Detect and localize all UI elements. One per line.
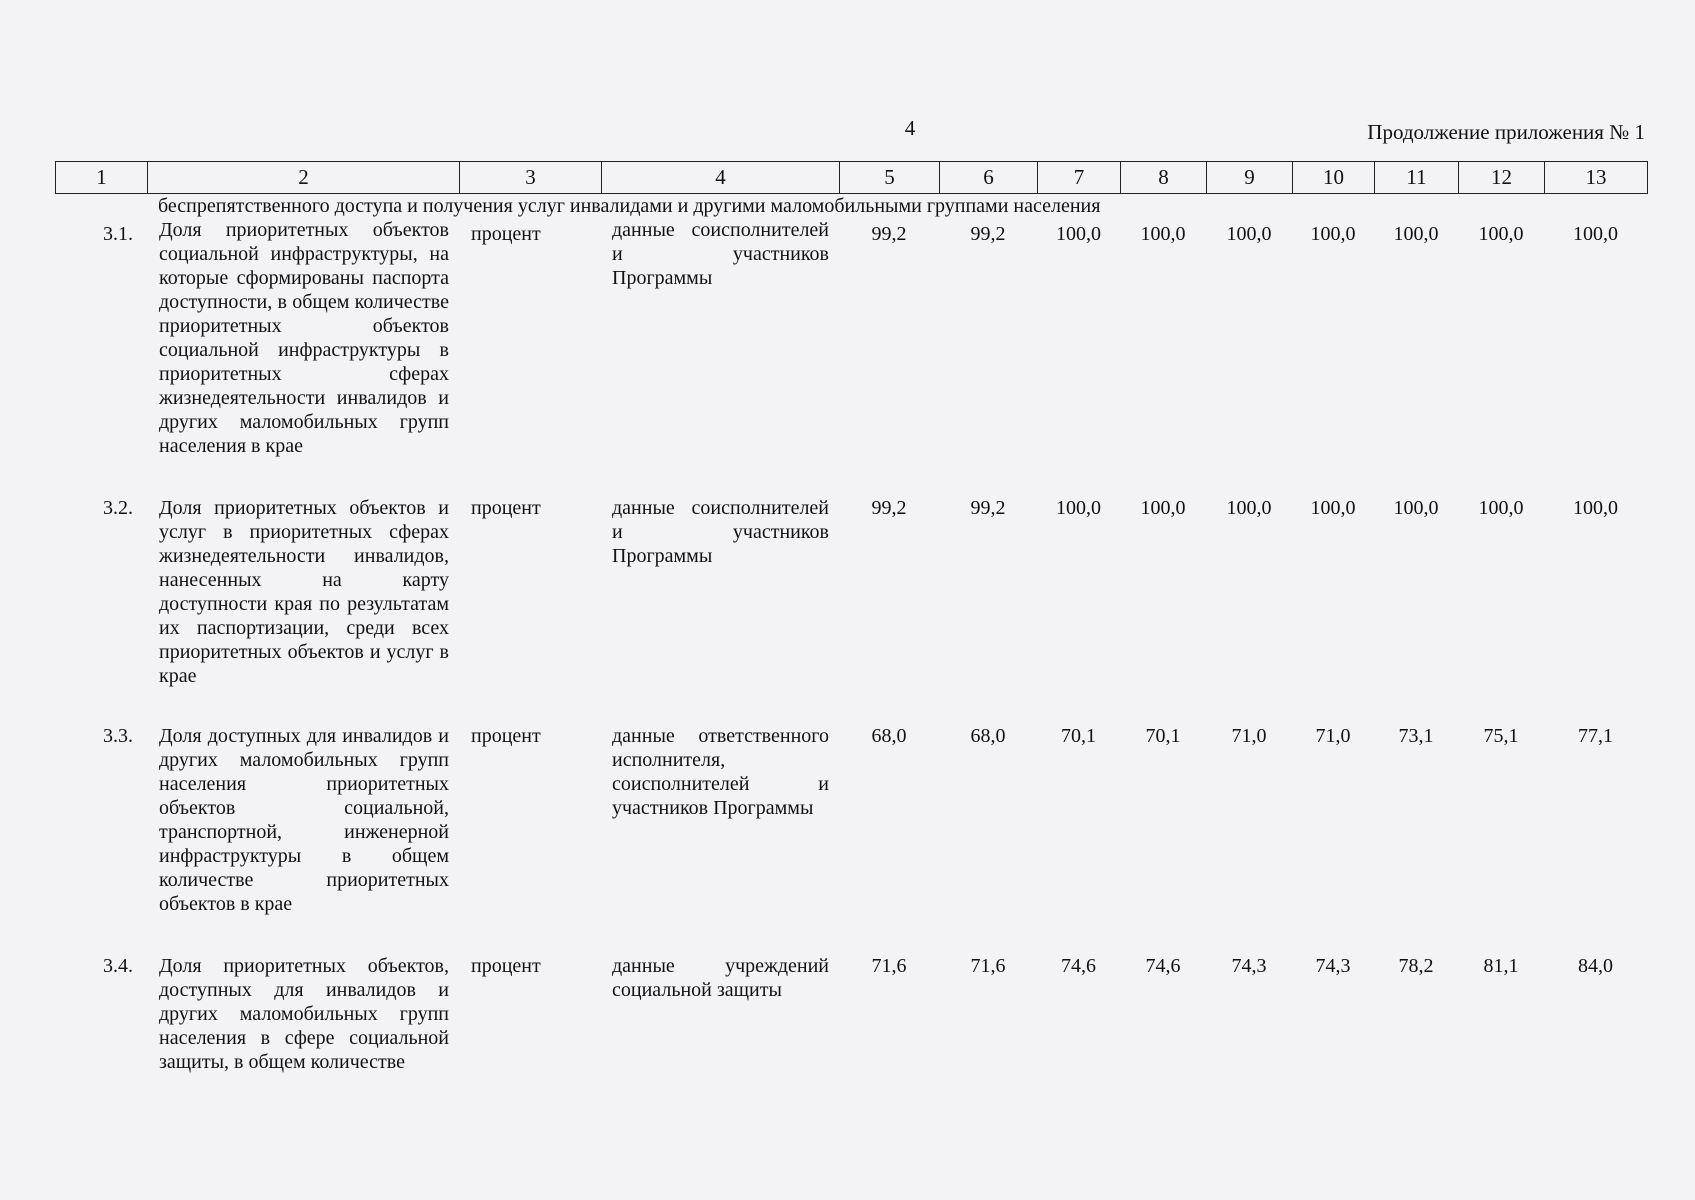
table-row [55, 218, 1647, 496]
indicator-value: 73,1 [1398, 725, 1434, 747]
indicator-value: 74,6 [1061, 955, 1096, 977]
indicator-value: 71,0 [1231, 725, 1267, 747]
indicator-value: 100,0 [1056, 223, 1101, 245]
indicator-value: 100,0 [1393, 223, 1439, 245]
indicator-value: 100,0 [1226, 497, 1272, 519]
section-title-continuation: беспрепятственного доступа и получения услуг инвалидами и другими маломобильными группами населения [158, 195, 1101, 217]
indicator-value: 100,0 [1573, 223, 1618, 245]
indicator-description: Доля приоритетных объектов, доступных для инвалидов и других маломобильных групп населения в сфере социальной защиты, в общем количестве [159, 955, 449, 1073]
column-number: 9 [1207, 162, 1293, 194]
indicator-value: 100,0 [1140, 223, 1186, 245]
indicator-value: 100,0 [1310, 497, 1356, 519]
indicator-value: 70,1 [1061, 725, 1096, 747]
table-row [55, 954, 1647, 1094]
indicator-value: 81,1 [1483, 955, 1519, 977]
indicator-value: 100,0 [1140, 497, 1186, 519]
indicator-value: 68,0 [871, 725, 907, 747]
indicator-value: 84,0 [1578, 955, 1613, 977]
indicator-value: 68,0 [970, 725, 1006, 747]
indicator-value: 99,2 [871, 223, 907, 245]
indicator-value: 77,1 [1578, 725, 1613, 747]
column-number: 5 [840, 162, 940, 194]
column-number: 6 [940, 162, 1038, 194]
column-number: 8 [1121, 162, 1207, 194]
column-number: 13 [1545, 162, 1648, 194]
page-number: 4 [904, 116, 916, 140]
column-number: 10 [1293, 162, 1375, 194]
indicator-value: 74,6 [1145, 955, 1181, 977]
indicator-value: 71,0 [1315, 725, 1351, 747]
indicator-value: 70,1 [1145, 725, 1181, 747]
table-row [55, 724, 1647, 954]
indicator-value: 99,2 [970, 223, 1006, 245]
indicator-value: 100,0 [1573, 497, 1618, 519]
unit-of-measure: процент [471, 497, 541, 519]
column-number: 4 [602, 162, 840, 194]
column-number: 3 [460, 162, 602, 194]
indicator-description: Доля приоритетных объектов социальной инфраструктуры, на которые сформированы паспорта доступности, в общем количестве приоритетных объектов социальной инфраструктуры в приоритетных сферах жизнедеятельности инвалидов и других маломобильных групп населения в крае [159, 219, 449, 457]
appendix-continuation-label: Продолжение приложения № 1 [1367, 120, 1645, 144]
row-number: 3.4. [103, 955, 133, 977]
indicator-description: Доля приоритетных объектов и услуг в приоритетных сферах жизнедеятельности инвалидов, нанесенных на карту доступности края по результатам их паспортизации, среди всех приоритетных объектов и услуг в крае [159, 497, 449, 687]
column-number: 11 [1375, 162, 1459, 194]
data-source: данные соисполнителей и участников Программы [612, 219, 829, 289]
column-number: 7 [1038, 162, 1121, 194]
indicator-value: 100,0 [1226, 223, 1272, 245]
column-number: 2 [148, 162, 460, 194]
column-number-header [55, 161, 1648, 194]
indicator-value: 100,0 [1056, 497, 1101, 519]
unit-of-measure: процент [471, 955, 541, 977]
indicator-value: 71,6 [970, 955, 1006, 977]
indicator-value: 74,3 [1231, 955, 1267, 977]
indicator-value: 100,0 [1393, 497, 1439, 519]
indicator-value: 100,0 [1310, 223, 1356, 245]
data-source: данные учреждений социальной защиты [612, 955, 829, 1001]
data-source: данные соисполнителей и участников Программы [612, 497, 829, 567]
indicator-value: 99,2 [970, 497, 1006, 519]
unit-of-measure: процент [471, 223, 541, 245]
indicator-value: 78,2 [1398, 955, 1434, 977]
data-source: данные ответственного исполнителя, соисполнителей и участников Программы [612, 725, 829, 819]
row-number: 3.1. [103, 223, 133, 245]
indicator-value: 100,0 [1478, 223, 1524, 245]
table-row [55, 496, 1647, 724]
indicator-rows [55, 218, 1647, 1094]
indicator-value: 100,0 [1478, 497, 1524, 519]
column-number: 1 [56, 162, 148, 194]
row-number: 3.3. [103, 725, 133, 747]
column-number: 12 [1459, 162, 1545, 194]
row-number: 3.2. [103, 497, 133, 519]
indicator-description: Доля доступных для инвалидов и других маломобильных групп населения приоритетных объектов социальной, транспортной, инженерной инфраструктуры в общем количестве приоритетных объектов в крае [159, 725, 449, 915]
indicator-value: 75,1 [1483, 725, 1519, 747]
indicator-table [55, 161, 1647, 1094]
indicator-value: 99,2 [871, 497, 907, 519]
unit-of-measure: процент [471, 725, 541, 747]
indicator-value: 71,6 [871, 955, 907, 977]
indicator-value: 74,3 [1315, 955, 1351, 977]
